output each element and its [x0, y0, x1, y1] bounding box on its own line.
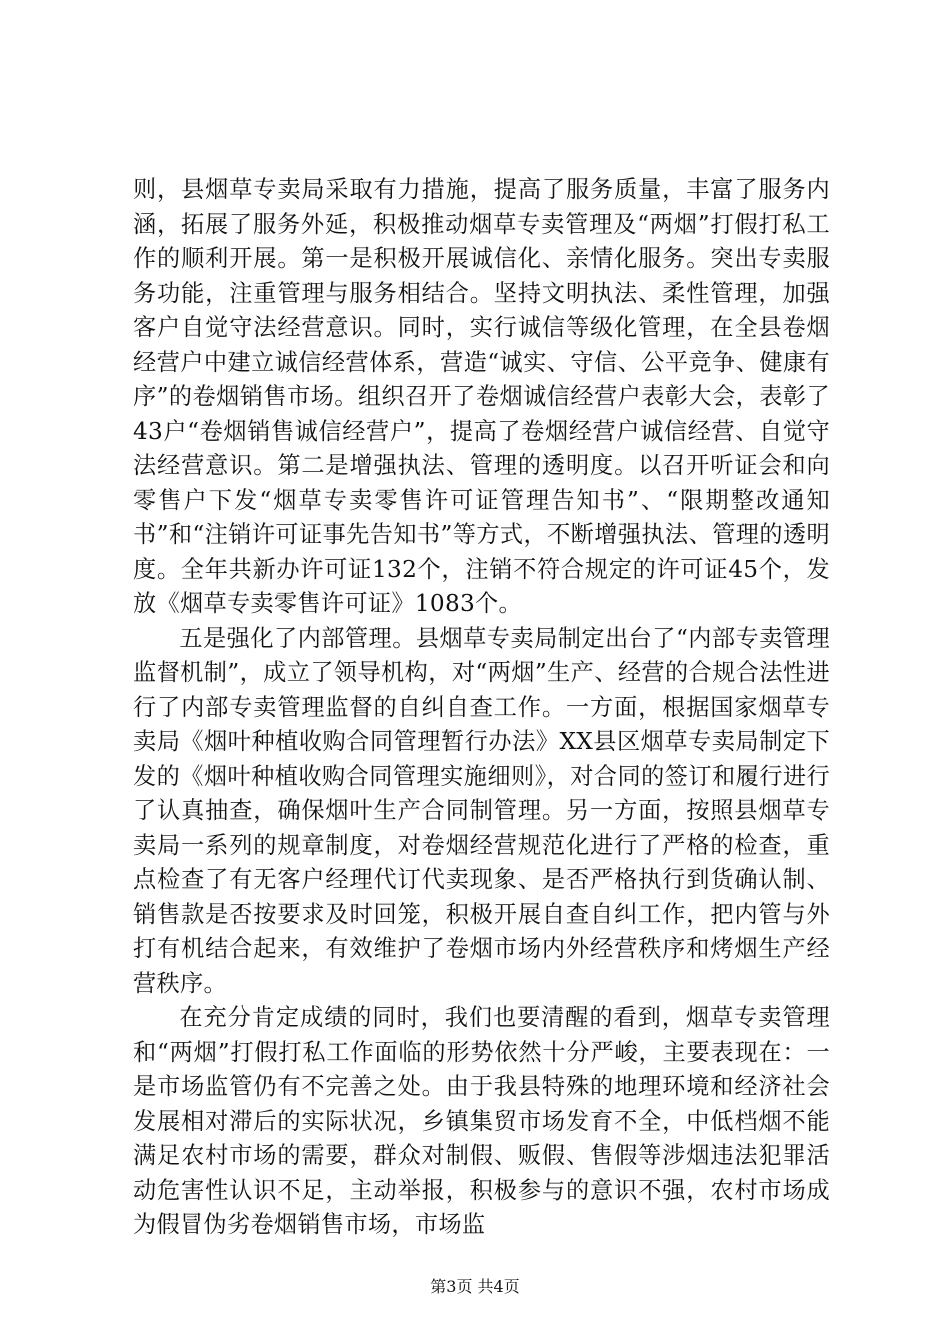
page-number-footer: 第3页 共4页 — [430, 1277, 520, 1296]
paragraph-internal-management: 五是强化了内部管理。县烟草专卖局制定出台了“内部专卖管理监督机制”，成立了领导机构，对“两烟”生产、经营的合规合法性进行了内部专卖管理监督的自纠自查工作。一方面，根据国家烟草专卖局《烟叶种植收购合同管理暂行办法》XX县区烟草专卖局制定下发的《烟叶种植收购合同管理实施细则》，对合同的签订和履行进行了认真抽查，确保烟叶生产合同制管理。另一方面，按照县烟草专卖局一系列的规章制度，对卷烟经营规范化进行了严格的检查，重点检查了有无客户经理代订代卖现象、是否严格执行到货确认制、销售款是否按要求及时回笼，积极开展自查自纠工作，把内管与外打有机结合起来，有效维护了卷烟市场内外经营秩序和烤烟生产经营秩序。 — [133, 624, 830, 997]
paragraph-service: 则，县烟草专卖局采取有力措施，提高了服务质量，丰富了服务内涵，拓展了服务外延，积极推动烟草专卖管理及“两烟”打假打私工作的顺利开展。第一是积极开展诚信化、亲情化服务。突出专卖服务功能，注重管理与服务相结合。坚持文明执法、柔性管理，加强客户自觉守法经营意识。同时，实行诚信等级化管理，在全县卷烟经营户中建立诚信经营体系，营造“诚实、守信、公平竞争、健康有序”的卷烟销售市场。组织召开了卷烟诚信经营户表彰大会，表彰了43户“卷烟销售诚信经营户”，提高了卷烟经营户诚信经营、自觉守法经营意识。第二是增强执法、管理的透明度。以召开听证会和向零售户下发“烟草专卖零售许可证管理告知书”、“限期整改通知书”和“注销许可证事先告知书”等方式，不断增强执法、管理的透明度。全年共新办许可证132个，注销不符合规定的许可证45个，发放《烟草专卖零售许可证》1083个。 — [133, 176, 830, 617]
document-body — [133, 173, 830, 1243]
paragraph-challenges: 在充分肯定成绩的同时，我们也要清醒的看到，烟草专卖管理和“两烟”打假打私工作面临的形势依然十分严峻，主要表现在：一是市场监管仍有不完善之处。由于我县特殊的地理环境和经济社会发展相对滞后的实际状况，乡镇集贸市场发育不全，中低档烟不能满足农村市场的需要，群众对制假、贩假、售假等涉烟违法犯罪活动危害性认识不足，主动举报，积极参与的意识不强，农村市场成为假冒伪劣卷烟销售市场，市场监 — [133, 1004, 830, 1238]
